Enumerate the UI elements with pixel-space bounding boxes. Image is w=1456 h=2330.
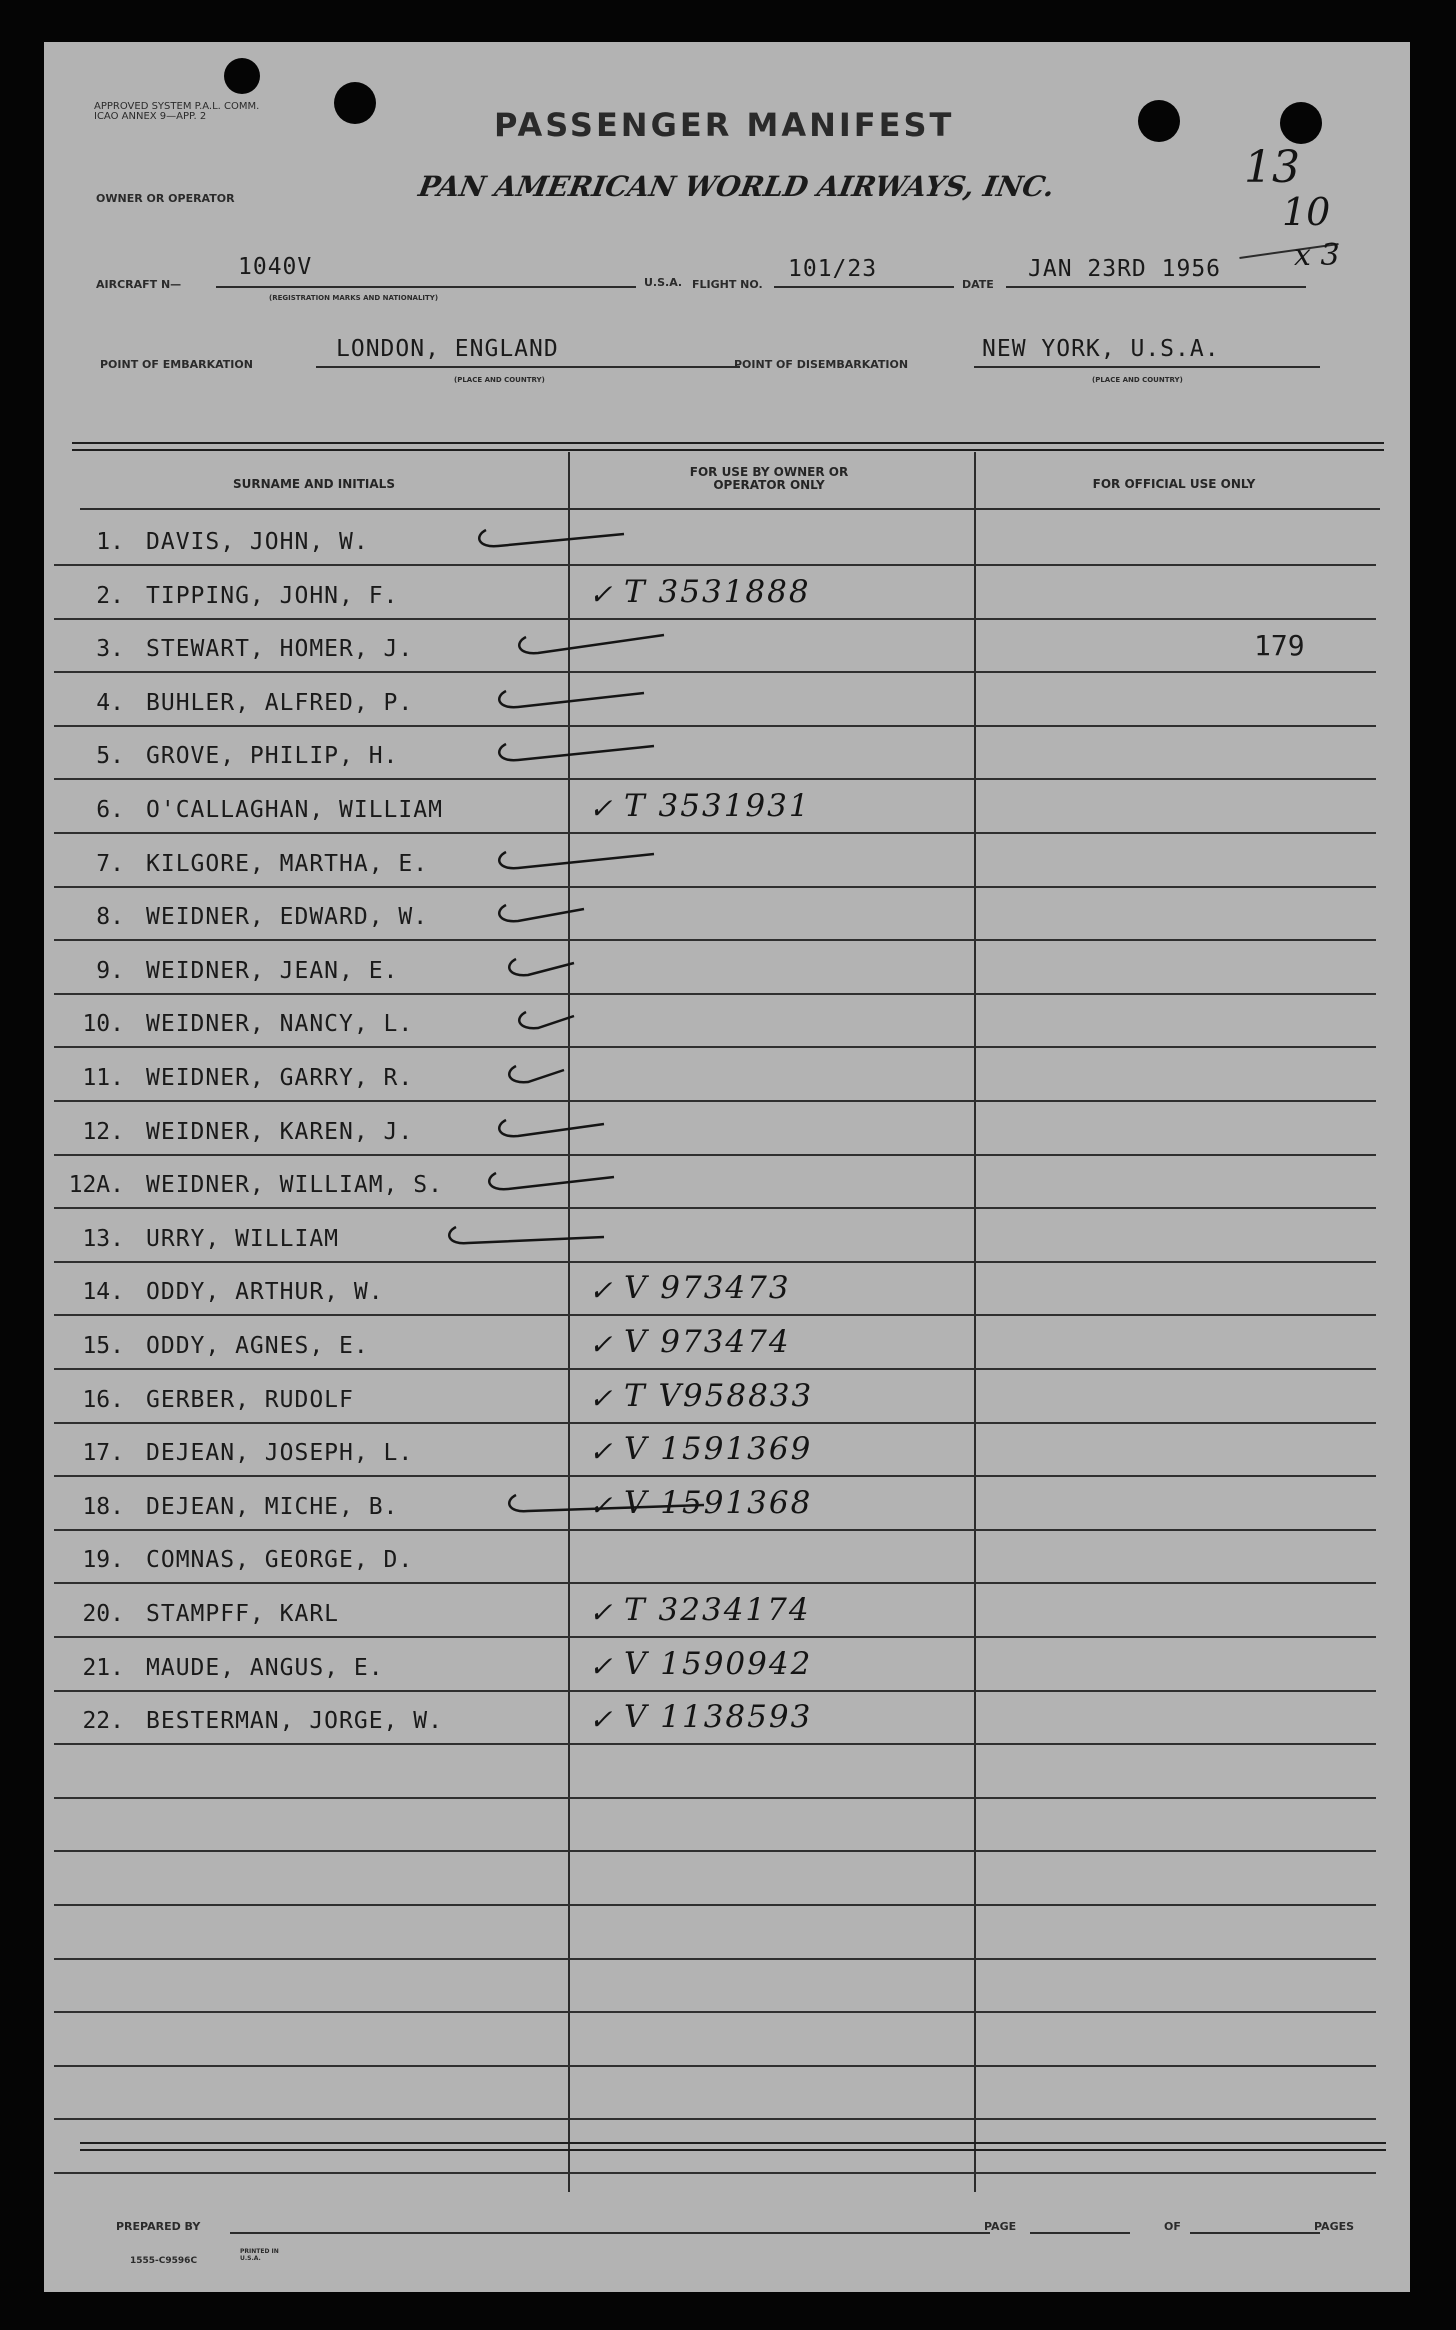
pen-stroke-mark — [504, 1487, 724, 1527]
row-rule — [54, 1422, 1376, 1424]
table-row — [54, 836, 1376, 889]
passenger-number: 13. — [82, 1225, 124, 1252]
passenger-number: 19. — [82, 1547, 124, 1574]
passenger-number: 10. — [82, 1011, 124, 1038]
punch-hole-right — [1138, 100, 1180, 142]
table-row-blank — [54, 1800, 1376, 1853]
disembark-label: POINT OF DISEMBARKATION — [734, 358, 909, 371]
table-row — [54, 1425, 1376, 1478]
table-row-blank — [54, 1961, 1376, 2014]
check-mark: ✓ — [589, 577, 613, 611]
passenger-number: 22. — [82, 1708, 124, 1735]
table-top-rule — [72, 442, 1384, 451]
row-rule — [54, 1690, 1376, 1692]
row-rule — [54, 1958, 1376, 1960]
table-row — [54, 1532, 1376, 1585]
pen-stroke-mark — [494, 844, 674, 884]
row-rule — [54, 1261, 1376, 1263]
row-rule — [54, 1529, 1376, 1531]
passenger-name: WEIDNER, NANCY, L. — [146, 1011, 414, 1038]
table-row-blank — [54, 1854, 1376, 1907]
row-rule — [54, 1743, 1376, 1745]
handwritten-x3: x 3 — [1294, 238, 1340, 273]
pen-stroke-mark — [494, 736, 674, 776]
passenger-number: 21. — [82, 1654, 124, 1681]
passenger-number: 11. — [82, 1065, 124, 1091]
check-mark: ✓ — [589, 1488, 613, 1522]
ticket-number: V 1590942 — [624, 1645, 813, 1682]
row-rule — [54, 1207, 1376, 1209]
passenger-number: 7. — [96, 850, 124, 877]
table-row — [54, 728, 1376, 781]
disembark-value: NEW YORK, U.S.A. — [982, 336, 1220, 362]
table-row — [54, 996, 1376, 1049]
passenger-name: DEJEAN, MICHE, B. — [146, 1493, 399, 1520]
official-note: 179 — [1254, 629, 1305, 663]
embark-line — [316, 366, 740, 368]
passenger-number: 6. — [96, 797, 124, 823]
passenger-name: GROVE, PHILIP, H. — [146, 743, 399, 770]
table-row — [54, 1104, 1376, 1157]
table-row — [54, 1640, 1376, 1693]
pen-stroke-mark — [494, 897, 604, 937]
table-row — [54, 782, 1376, 835]
check-mark: ✓ — [589, 1435, 613, 1469]
table-row — [54, 1479, 1376, 1532]
passenger-name: BUHLER, ALFRED, P. — [146, 689, 414, 716]
prepared-by-label: PREPARED BY — [116, 2220, 201, 2233]
embark-caption: (PLACE AND COUNTRY) — [454, 376, 545, 384]
form-code: 1555-C9596C — [130, 2256, 198, 2266]
table-row-blank — [54, 2015, 1376, 2068]
passenger-number: 2. — [96, 582, 124, 609]
page-label: PAGE — [984, 2220, 1017, 2233]
passenger-name: MAUDE, ANGUS, E. — [146, 1654, 384, 1681]
table-row — [54, 1586, 1376, 1639]
row-rule — [54, 1154, 1376, 1156]
disembark-line — [974, 366, 1320, 368]
row-rule — [54, 886, 1376, 888]
passenger-name: ODDY, ARTHUR, W. — [146, 1279, 384, 1306]
row-rule — [54, 993, 1376, 995]
ticket-number: V 973473 — [624, 1270, 791, 1307]
flight-number: 101/23 — [788, 256, 878, 282]
passenger-number: 9. — [96, 957, 124, 984]
passenger-name: WEIDNER, JEAN, E. — [146, 957, 399, 984]
table-row — [54, 675, 1376, 728]
row-rule — [54, 1046, 1376, 1048]
table-row — [54, 1693, 1376, 1746]
column-header-names: SURNAME AND INITIALS — [233, 477, 395, 491]
row-rule — [54, 1850, 1376, 1852]
check-mark: ✓ — [589, 1274, 613, 1308]
punch-hole-left — [224, 58, 260, 94]
handwritten-13: 13 — [1244, 142, 1300, 193]
owner-label: OWNER OR OPERATOR — [96, 192, 235, 205]
passenger-name: DAVIS, JOHN, W. — [146, 529, 369, 555]
punch-hole-right-2 — [1280, 102, 1322, 144]
ticket-number: V 1591369 — [624, 1431, 813, 1468]
table-row — [54, 1157, 1376, 1210]
aircraft-label: AIRCRAFT N— — [96, 278, 182, 291]
ticket-number: T 3531931 — [624, 788, 811, 824]
passenger-name: BESTERMAN, JORGE, W. — [146, 1708, 443, 1735]
table-row — [54, 568, 1376, 621]
ticket-number: V 1138593 — [624, 1699, 813, 1736]
row-rule — [54, 1797, 1376, 1799]
row-rule — [54, 1314, 1376, 1316]
pen-stroke-mark — [494, 1112, 624, 1152]
page-title: PASSENGER MANIFEST — [494, 106, 955, 144]
passenger-number: 20. — [82, 1601, 124, 1627]
passenger-name: STEWART, HOMER, J. — [146, 636, 414, 663]
passenger-name: WEIDNER, WILLIAM, S. — [146, 1172, 443, 1199]
column-header-official: FOR OFFICIAL USE ONLY — [1092, 477, 1256, 491]
table-row-blank — [54, 1747, 1376, 1800]
date-label: DATE — [962, 278, 994, 291]
check-mark: ✓ — [589, 1328, 613, 1361]
date-line — [1006, 286, 1306, 288]
table-row — [54, 1211, 1376, 1264]
ticket-number: T 3531888 — [624, 573, 811, 610]
registration-caption: (REGISTRATION MARKS AND NATIONALITY) — [269, 294, 439, 302]
printed-note: PRINTED IN U.S.A. — [240, 2248, 279, 2262]
table-row — [54, 514, 1376, 567]
passenger-name: GERBER, RUDOLF — [146, 1386, 354, 1413]
approval-note: APPROVED SYSTEM P.A.L. COMM. ICAO ANNEX 9—APP. 2 — [94, 101, 260, 122]
passenger-number: 1. — [96, 529, 124, 555]
passenger-name: WEIDNER, EDWARD, W. — [146, 904, 429, 931]
passenger-number: 12. — [82, 1118, 124, 1145]
aircraft-number: 1040V — [238, 254, 313, 280]
of-line — [1190, 2232, 1320, 2234]
ticket-number: V 1591368 — [624, 1484, 813, 1521]
header-rule — [80, 508, 1380, 510]
passenger-number: 16. — [82, 1386, 124, 1413]
row-rule — [54, 2172, 1376, 2174]
pen-stroke-mark — [514, 1004, 594, 1044]
table-bottom-rule — [80, 2142, 1386, 2151]
check-mark: ✓ — [589, 792, 613, 825]
table-row — [54, 1264, 1376, 1317]
ticket-number: V 973474 — [624, 1324, 791, 1360]
check-mark: ✓ — [589, 1649, 613, 1683]
check-mark: ✓ — [589, 1596, 613, 1629]
row-rule — [54, 1582, 1376, 1584]
passenger-number: 8. — [96, 904, 124, 931]
table-row-blank — [54, 1908, 1376, 1961]
handwritten-10: 10 — [1282, 190, 1331, 234]
table-row — [54, 621, 1376, 674]
row-rule — [54, 1475, 1376, 1477]
embark-label: POINT OF EMBARKATION — [100, 358, 253, 371]
passenger-name: O'CALLAGHAN, WILLIAM — [146, 797, 443, 823]
passenger-name: ODDY, AGNES, E. — [146, 1333, 369, 1359]
row-rule — [54, 2118, 1376, 2120]
punch-hole-left-2 — [334, 82, 376, 124]
passenger-number: 15. — [82, 1333, 124, 1359]
row-rule — [54, 1100, 1376, 1102]
pen-stroke-mark — [444, 1219, 624, 1259]
passenger-name: URRY, WILLIAM — [146, 1225, 340, 1252]
row-rule — [54, 725, 1376, 727]
pen-stroke-mark — [514, 629, 684, 669]
pen-stroke-mark — [504, 1058, 584, 1098]
passenger-number: 12A. — [68, 1172, 124, 1199]
row-rule — [54, 564, 1376, 566]
passenger-number: 14. — [82, 1279, 124, 1306]
passenger-name: STAMPFF, KARL — [146, 1601, 340, 1627]
pen-stroke-mark — [474, 522, 644, 562]
row-rule — [54, 832, 1376, 834]
table-row — [54, 1050, 1376, 1103]
table-row — [54, 943, 1376, 996]
check-mark: ✓ — [589, 1381, 613, 1415]
embark-value: LONDON, ENGLAND — [336, 336, 559, 362]
ticket-number: T V958833 — [624, 1377, 814, 1414]
passenger-name: KILGORE, MARTHA, E. — [146, 850, 429, 877]
row-rule — [54, 618, 1376, 620]
row-rule — [54, 1904, 1376, 1906]
table-row-blank — [54, 2068, 1376, 2121]
row-rule — [54, 1368, 1376, 1370]
row-rule — [54, 1636, 1376, 1638]
row-rule — [54, 2065, 1376, 2067]
disembark-caption: (PLACE AND COUNTRY) — [1092, 376, 1183, 384]
aircraft-line — [216, 286, 636, 288]
table-row — [54, 889, 1376, 942]
check-mark: ✓ — [589, 1703, 613, 1737]
ticket-number: T 3234174 — [624, 1592, 811, 1628]
passenger-name: WEIDNER, KAREN, J. — [146, 1118, 414, 1145]
row-rule — [54, 2011, 1376, 2013]
passenger-name: DEJEAN, JOSEPH, L. — [146, 1440, 414, 1467]
passenger-number: 5. — [96, 743, 124, 770]
date-value: JAN 23RD 1956 — [1028, 256, 1222, 282]
column-header-owner: FOR USE BY OWNER OR OPERATOR ONLY — [689, 465, 849, 492]
passenger-number: 18. — [82, 1493, 124, 1520]
row-rule — [54, 778, 1376, 780]
pen-stroke-mark — [494, 683, 664, 723]
usa-label: U.S.A. — [644, 276, 683, 289]
pen-stroke-mark — [504, 951, 594, 991]
pages-label: PAGES — [1314, 2220, 1355, 2233]
page-line — [1030, 2232, 1130, 2234]
passenger-name: COMNAS, GEORGE, D. — [146, 1547, 414, 1574]
owner-name: PAN AMERICAN WORLD AIRWAYS, INC. — [416, 170, 1058, 203]
pen-stroke-mark — [484, 1165, 634, 1205]
passenger-name: TIPPING, JOHN, F. — [146, 582, 399, 609]
passenger-number: 17. — [82, 1440, 124, 1467]
manifest-sheet — [44, 42, 1410, 2292]
passenger-number: 4. — [96, 689, 124, 716]
of-label: OF — [1164, 2220, 1181, 2233]
table-row — [54, 1318, 1376, 1371]
row-rule — [54, 671, 1376, 673]
row-rule — [54, 939, 1376, 941]
passenger-name: WEIDNER, GARRY, R. — [146, 1065, 414, 1091]
flight-line — [774, 286, 954, 288]
passenger-number: 3. — [96, 636, 124, 663]
table-row — [54, 1372, 1376, 1425]
prepared-by-line — [230, 2232, 990, 2234]
flight-label: FLIGHT NO. — [692, 278, 763, 291]
